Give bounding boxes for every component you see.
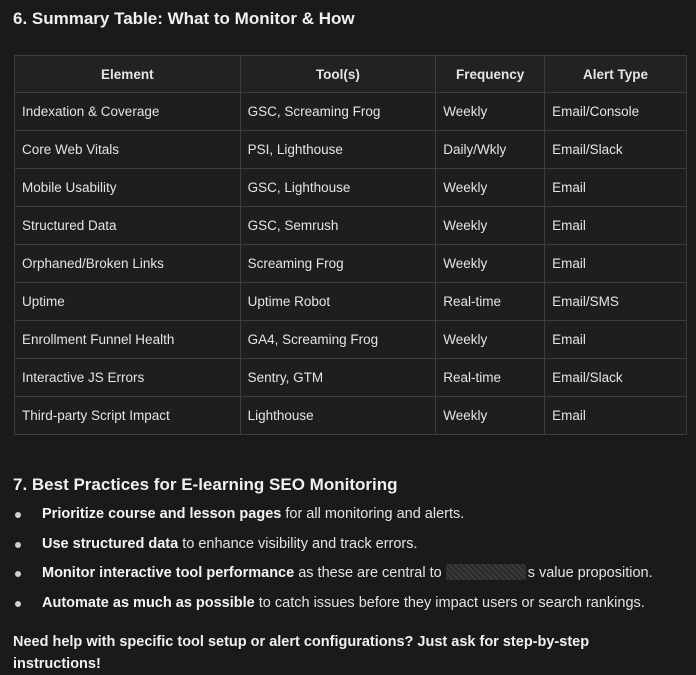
list-item-text: as these are central to bbox=[294, 565, 442, 581]
header-alert-type: Alert Type bbox=[545, 56, 687, 93]
cell-tools: Screaming Frog bbox=[240, 245, 436, 283]
list-item-bold: Monitor interactive tool performance bbox=[42, 565, 295, 581]
cell-alert-type: Email/SMS bbox=[545, 283, 687, 321]
cell-frequency: Weekly bbox=[436, 207, 545, 245]
cell-alert-type: Email/Slack bbox=[545, 359, 687, 397]
cell-element: Structured Data bbox=[15, 207, 241, 245]
cell-tools: Sentry, GTM bbox=[240, 359, 436, 397]
cell-alert-type: Email bbox=[545, 397, 687, 435]
closing-text: Need help with specific tool setup or alert configurations? Just ask for step-by-step instructions! bbox=[13, 634, 590, 672]
cell-alert-type: Email bbox=[545, 245, 687, 283]
cell-frequency: Weekly bbox=[436, 245, 545, 283]
list-item-text-after: s value proposition. bbox=[527, 565, 653, 581]
cell-element: Enrollment Funnel Health bbox=[15, 321, 241, 359]
bullet-icon bbox=[15, 542, 21, 548]
summary-table bbox=[14, 55, 687, 435]
cell-element: Third-party Script Impact bbox=[15, 397, 241, 435]
cell-tools: GSC, Lighthouse bbox=[240, 169, 436, 207]
redacted-brand-name bbox=[446, 564, 526, 580]
table-row bbox=[15, 245, 687, 283]
cell-alert-type: Email bbox=[545, 169, 687, 207]
cell-tools: GSC, Semrush bbox=[240, 207, 436, 245]
cell-tools: PSI, Lighthouse bbox=[240, 131, 436, 169]
cell-alert-type: Email bbox=[545, 321, 687, 359]
bullet-icon bbox=[15, 601, 21, 607]
cell-frequency: Weekly bbox=[436, 397, 545, 435]
list-item-bold: Prioritize course and lesson pages bbox=[42, 506, 282, 522]
best-practices-list bbox=[0, 504, 653, 622]
cell-tools: GSC, Screaming Frog bbox=[240, 93, 436, 131]
table-row bbox=[15, 321, 687, 359]
section-7-heading: 7. Best Practices for E-learning SEO Monitoring bbox=[13, 475, 398, 494]
cell-alert-type: Email/Slack bbox=[545, 131, 687, 169]
header-frequency: Frequency bbox=[436, 56, 545, 93]
bullet-icon bbox=[15, 571, 21, 577]
cell-frequency: Weekly bbox=[436, 93, 545, 131]
table-row bbox=[15, 169, 687, 207]
cell-element: Core Web Vitals bbox=[15, 131, 241, 169]
cell-alert-type: Email/Console bbox=[545, 93, 687, 131]
cell-element: Interactive JS Errors bbox=[15, 359, 241, 397]
cell-frequency: Weekly bbox=[436, 169, 545, 207]
list-item bbox=[0, 593, 653, 623]
list-item-text: for all monitoring and alerts. bbox=[281, 506, 465, 522]
table-row bbox=[15, 283, 687, 321]
table-header-row bbox=[15, 56, 687, 93]
bullet-icon bbox=[15, 512, 21, 518]
cell-frequency: Weekly bbox=[436, 321, 545, 359]
list-item-bold: Automate as much as possible bbox=[42, 594, 255, 611]
list-item bbox=[0, 563, 653, 593]
header-tools: Tool(s) bbox=[240, 56, 436, 93]
cell-frequency: Daily/Wkly bbox=[436, 131, 545, 169]
cell-alert-type: Email bbox=[545, 207, 687, 245]
table-row bbox=[15, 93, 687, 131]
cell-tools: Uptime Robot bbox=[240, 283, 436, 321]
cell-element: Indexation & Coverage bbox=[15, 93, 241, 131]
cell-element: Orphaned/Broken Links bbox=[15, 245, 241, 283]
list-item bbox=[0, 504, 653, 534]
table-row bbox=[15, 359, 687, 397]
cell-frequency: Real-time bbox=[436, 283, 545, 321]
cell-frequency: Real-time bbox=[436, 359, 545, 397]
list-item-text: to catch issues before they impact users or search rankings. bbox=[254, 594, 645, 611]
list-item-text: to enhance visibility and track errors. bbox=[178, 535, 418, 552]
cell-element: Uptime bbox=[15, 283, 241, 321]
table-row bbox=[15, 131, 687, 169]
table-row bbox=[15, 397, 687, 435]
cell-tools: GA4, Screaming Frog bbox=[240, 321, 436, 359]
cell-tools: Lighthouse bbox=[240, 397, 436, 435]
header-element: Element bbox=[15, 56, 241, 93]
cell-element: Mobile Usability bbox=[15, 169, 241, 207]
section-6-heading: 6. Summary Table: What to Monitor & How bbox=[13, 9, 355, 28]
table-row bbox=[15, 207, 687, 245]
list-item-bold: Use structured data bbox=[42, 535, 179, 552]
list-item bbox=[0, 534, 653, 564]
